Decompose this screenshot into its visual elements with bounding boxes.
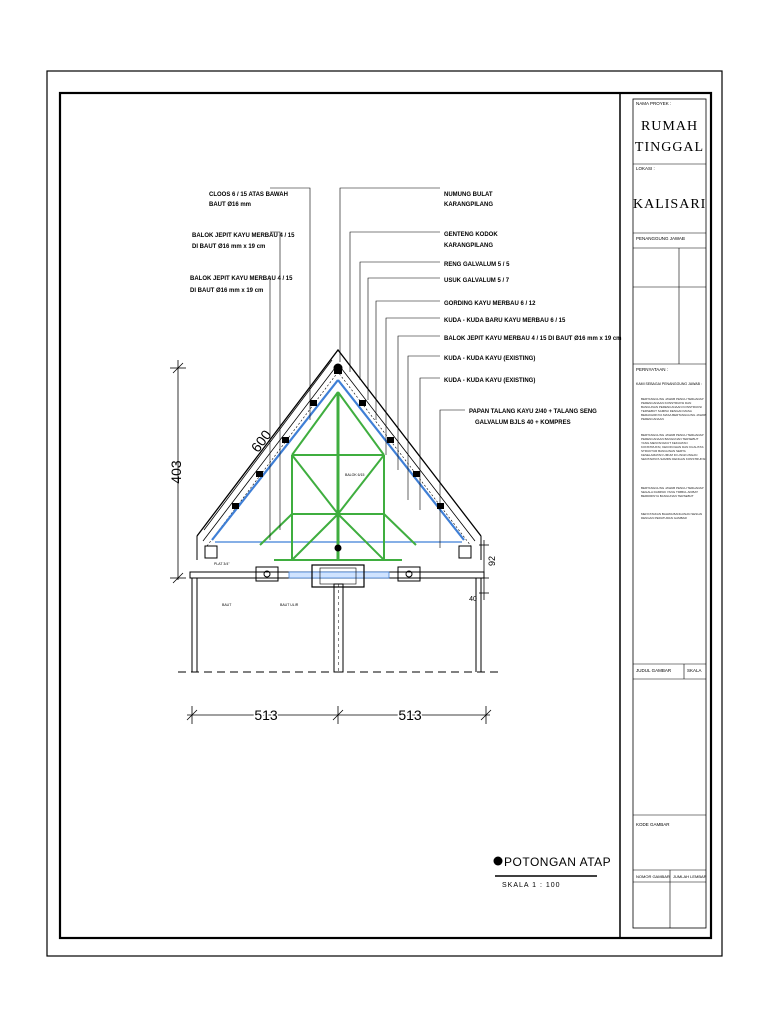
project-name-line1: RUMAH bbox=[640, 119, 699, 134]
location-name: KALISARI bbox=[633, 197, 707, 212]
label-nomor-gambar: NOMOR GAMBAR bbox=[636, 874, 670, 879]
dim-small: 40 bbox=[469, 596, 477, 603]
callout-right-4: GORDING KAYU MERBAU 6 / 12 bbox=[444, 301, 536, 307]
callout-right-6: BALOK JEPIT KAYU MERBAU 4 / 15 DI BAUT Ø16 mm x 19 cm bbox=[444, 336, 622, 342]
drawing-scale: SKALA 1 : 100 bbox=[502, 882, 561, 889]
callout-left-2-line2: DI BAUT Ø16 mm x 19 cm bbox=[190, 288, 264, 294]
callout-right-0-line1: NUMUNG BULAT bbox=[444, 192, 493, 198]
label-lokasi: LOKASI : bbox=[636, 166, 655, 171]
dim-height: 403 bbox=[168, 460, 184, 484]
label-kode-gambar: KODE GAMBAR bbox=[636, 822, 670, 827]
dim-span-right: 513 bbox=[398, 707, 422, 723]
callout-right-0-line2: KARANGPILANG bbox=[444, 202, 493, 208]
label-judul-gambar: JUDUL GAMBAR bbox=[636, 668, 672, 673]
drawing-title: POTONGAN ATAP bbox=[504, 855, 612, 869]
note-1: BERTANGGUNG JAWAB PENUH TERHADAP PERENCANAAN KONSTRUKSI DAN BANGUNAN PERENCANAAN KONSTRUKSI TERSEBUT SAMPAI DENGAN MASA BERAKHIRNYA MASA BERTANGGUNG JAWAB PERENCANAAN bbox=[641, 397, 707, 421]
callout-right-1-line2: KARANGPILANG bbox=[444, 243, 493, 249]
note-2: BERTANGGUNG JAWAB PENUH TERHADAP PERENCANAAN BANGUNAN TERSEBUT YANG MENYANGKUT KEKUATAN KONSTRUKSI, KEKOKOHAN DAN KUALITAS STRUKTUR BANGUNAN SERTA KESELAMATAN UMUM DI LINGKUNGAN SEKITARNYA SAMPAI DENGAN KONSTRUKSI bbox=[641, 433, 706, 461]
callout-right-9-line2: GALVALUM BJLS 40 + KOMPRES bbox=[475, 420, 571, 426]
label-jumlah-lembar: JUMLAH LEMBAR bbox=[673, 874, 707, 879]
columns bbox=[192, 578, 481, 672]
label-kingpost: BALOK 6/15 bbox=[345, 473, 365, 477]
callout-left-2-line1: BALOK JEPIT KAYU MERBAU 4 / 15 bbox=[190, 276, 293, 282]
callout-right-3: USUK GALVALUM 5 / 7 bbox=[444, 278, 510, 284]
dim-overhang: 92 bbox=[487, 555, 497, 567]
callout-right-7: KUDA - KUDA KAYU (EXISTING) bbox=[444, 356, 536, 362]
callout-right-2: RENG GALVALUM 5 / 5 bbox=[444, 262, 510, 268]
project-name-line2: TINGGAL bbox=[634, 140, 705, 155]
label-bolt-left: BAUT bbox=[222, 603, 232, 607]
callout-right-8: KUDA - KUDA KAYU (EXISTING) bbox=[444, 378, 536, 384]
label-nama-proyek: NAMA PROYEK : bbox=[636, 101, 672, 106]
label-bolt-mid: BAUT ULIR bbox=[280, 603, 299, 607]
note-4: MENYATAKAN BAHWA BANGUNAN SESUAI DENGAN PERATURAN GAMBAR bbox=[641, 512, 703, 520]
label-pernyataan-sub: KAMI SEBAGAI PENANGGUNG JAWAB : bbox=[636, 382, 702, 386]
note-3: BERTANGGUNG JAWAB PENUH TERHADAP SEGALA DAMPAK YANG TIMBUL AKIBAT BERDIRINYA BANGUNAN TERSEBUT bbox=[641, 486, 704, 498]
label-skala: SKALA bbox=[687, 668, 702, 673]
ring-beam bbox=[190, 565, 484, 587]
label-plat-left: PLAT 3/4" bbox=[214, 562, 230, 566]
callout-right-1-line1: GENTENG KODOK bbox=[444, 232, 498, 238]
dim-rafter: 600 bbox=[247, 426, 275, 456]
callout-right-9-line1: PAPAN TALANG KAYU 2/40 + TALANG SENG bbox=[469, 409, 597, 415]
label-pernyataan: PERNYATAAN : bbox=[636, 367, 669, 372]
dim-span-left: 513 bbox=[254, 707, 278, 723]
title-marker-icon bbox=[494, 857, 503, 866]
callout-left-0-line2: BAUT Ø16 mm bbox=[209, 202, 252, 208]
callout-left-0-line1: CLOOS 6 / 15 ATAS BAWAH bbox=[209, 192, 288, 198]
callout-left-1-line1: BALOK JEPIT KAYU MERBAU 4 / 15 bbox=[192, 233, 295, 239]
new-truss bbox=[260, 392, 416, 560]
callout-right-5: KUDA - KUDA BARU KAYU MERBAU 6 / 15 bbox=[444, 318, 566, 324]
callout-left-1-line2: DI BAUT Ø16 mm x 19 cm bbox=[192, 244, 266, 250]
label-penanggung-jawab: PENANGGUNG JAWAB bbox=[636, 236, 685, 241]
leader-lines bbox=[270, 188, 465, 548]
